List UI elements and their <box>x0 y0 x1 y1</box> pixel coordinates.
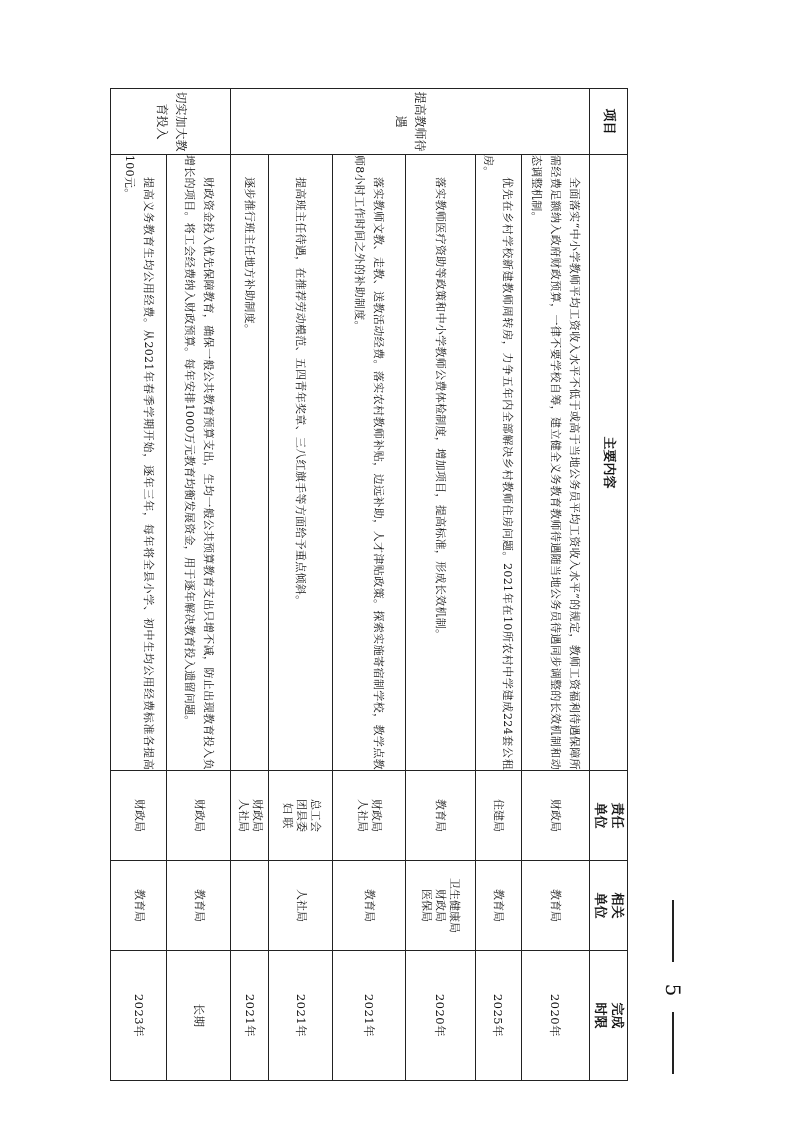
row-content: 优先在乡村学校新建教师周转房，力争五年内全部解决乡村教师住房问题。2021年在10所农村中学建成224套公租房。 <box>475 155 521 771</box>
row-content: 财政资金投入优先保障教育，确保一般公共教育预算支出，生均一般公共预算教育支出只增不减，防止出现教育投入负增长的项目。将工会经费纳入财政预算。每年安排1000万元教育均衡发展资金，用于逐年解决教育投入遗留问题。 <box>167 155 231 771</box>
row-content: 逐步推行班主任地方补助制度。 <box>231 155 269 771</box>
resp-unit: 财政局 <box>370 799 384 832</box>
page-number-dash <box>672 1012 674 1074</box>
table-row <box>111 89 167 1081</box>
row-resp <box>521 771 589 861</box>
row-related <box>405 861 475 951</box>
table-row <box>405 89 475 1081</box>
header-resp-line: 责任 <box>609 802 625 829</box>
header-related <box>589 861 627 951</box>
group-label-investment: 切实加大教育投入 <box>111 89 231 155</box>
related-unit: 卫生健康局 <box>448 878 462 933</box>
related-unit: 教育局 <box>132 889 146 922</box>
row-resp <box>405 771 475 861</box>
related-unit: 教育局 <box>492 889 506 922</box>
row-limit: 2021年 <box>231 951 269 1081</box>
table-row <box>333 89 405 1081</box>
related-unit: 财政局 <box>434 889 448 922</box>
related-unit: 教育局 <box>192 889 206 922</box>
row-limit: 长期 <box>167 951 231 1081</box>
resp-unit: 财政局 <box>549 799 563 832</box>
header-content: 主要内容 <box>589 155 627 771</box>
task-table <box>110 88 628 1081</box>
table-row <box>167 89 231 1081</box>
row-related <box>167 861 231 951</box>
header-resp <box>589 771 627 861</box>
row-resp <box>231 771 269 861</box>
header-item: 项目 <box>589 89 627 155</box>
group-label-teacher-pay: 提高教师待遇 <box>231 89 590 155</box>
resp-unit: 财政局 <box>192 799 206 832</box>
table-row <box>231 89 269 1081</box>
resp-unit: 团县委 <box>294 799 308 832</box>
row-content: 全面落实“中小学教师平均工资收入水平不低于或高于当地公务员平均工资收入水平”的规定，教师工资福利待遇保障所需经费足额纳入政府财政预算，一律不要学校自筹，建立健全义务教育教师待遇随当地公务员待遇同步调整的长效机制和动态调整机制。 <box>521 155 589 771</box>
row-limit: 2023年 <box>111 951 167 1081</box>
row-content: 落实教师医疗资助等政策和中小学教师公费体检制度，增加项目，提高标准，形成长效机制。 <box>405 155 475 771</box>
row-content: 提高义务教育生均公用经费。从2021年春季学期开始，逐年三年，每年将全县小学、初中生均公用经费标准各提高100元。 <box>111 155 167 771</box>
header-related-line: 单位 <box>592 892 608 919</box>
row-resp <box>167 771 231 861</box>
row-limit: 2021年 <box>333 951 405 1081</box>
header-resp-line: 单位 <box>592 802 608 829</box>
table-row <box>521 89 589 1081</box>
row-related <box>111 861 167 951</box>
header-related-line: 相关 <box>609 892 625 919</box>
header-limit-line: 时限 <box>592 1002 608 1029</box>
page-number-dash <box>672 900 674 962</box>
row-resp <box>333 771 405 861</box>
row-limit: 2025年 <box>475 951 521 1081</box>
row-limit: 2020年 <box>521 951 589 1081</box>
header-row <box>589 89 627 1081</box>
resp-unit: 财政局 <box>132 799 146 832</box>
related-unit: 教育局 <box>549 889 563 922</box>
resp-unit: 财政局 <box>250 799 264 832</box>
resp-unit: 教育局 <box>434 799 448 832</box>
resp-unit: 人社局 <box>356 799 370 832</box>
resp-unit: 住建局 <box>492 799 506 832</box>
resp-unit: 妇 联 <box>280 802 294 829</box>
row-related <box>333 861 405 951</box>
row-resp <box>269 771 333 861</box>
row-limit: 2020年 <box>405 951 475 1081</box>
row-content: 提高班主任待遇，在推荐劳动模范、五四青年奖章、三八红旗手等方面给予重点倾斜。 <box>269 155 333 771</box>
page-number <box>663 900 683 1110</box>
row-content: 落实教师文教、走教、送教活动经费。落实农村教师补贴，边远补助，人才津贴政策。探索实施寄宿制学校，教学点教师8小时工作时间之外的补助制度。 <box>333 155 405 771</box>
row-resp <box>475 771 521 861</box>
page-number-text: 5 <box>661 983 685 997</box>
resp-unit: 总工会 <box>308 799 322 832</box>
related-unit: 教育局 <box>363 889 377 922</box>
resp-unit: 人社局 <box>236 799 250 832</box>
row-related <box>475 861 521 951</box>
row-related <box>521 861 589 951</box>
header-limit <box>589 951 627 1081</box>
related-unit: 人社局 <box>294 889 308 922</box>
related-unit: 医保局 <box>420 889 434 922</box>
row-related <box>269 861 333 951</box>
rotated-page <box>110 88 628 1080</box>
header-limit-line: 完成 <box>609 1002 625 1029</box>
table-row <box>269 89 333 1081</box>
row-resp <box>111 771 167 861</box>
row-limit: 2021年 <box>269 951 333 1081</box>
row-related <box>231 861 269 951</box>
table-row <box>475 89 521 1081</box>
